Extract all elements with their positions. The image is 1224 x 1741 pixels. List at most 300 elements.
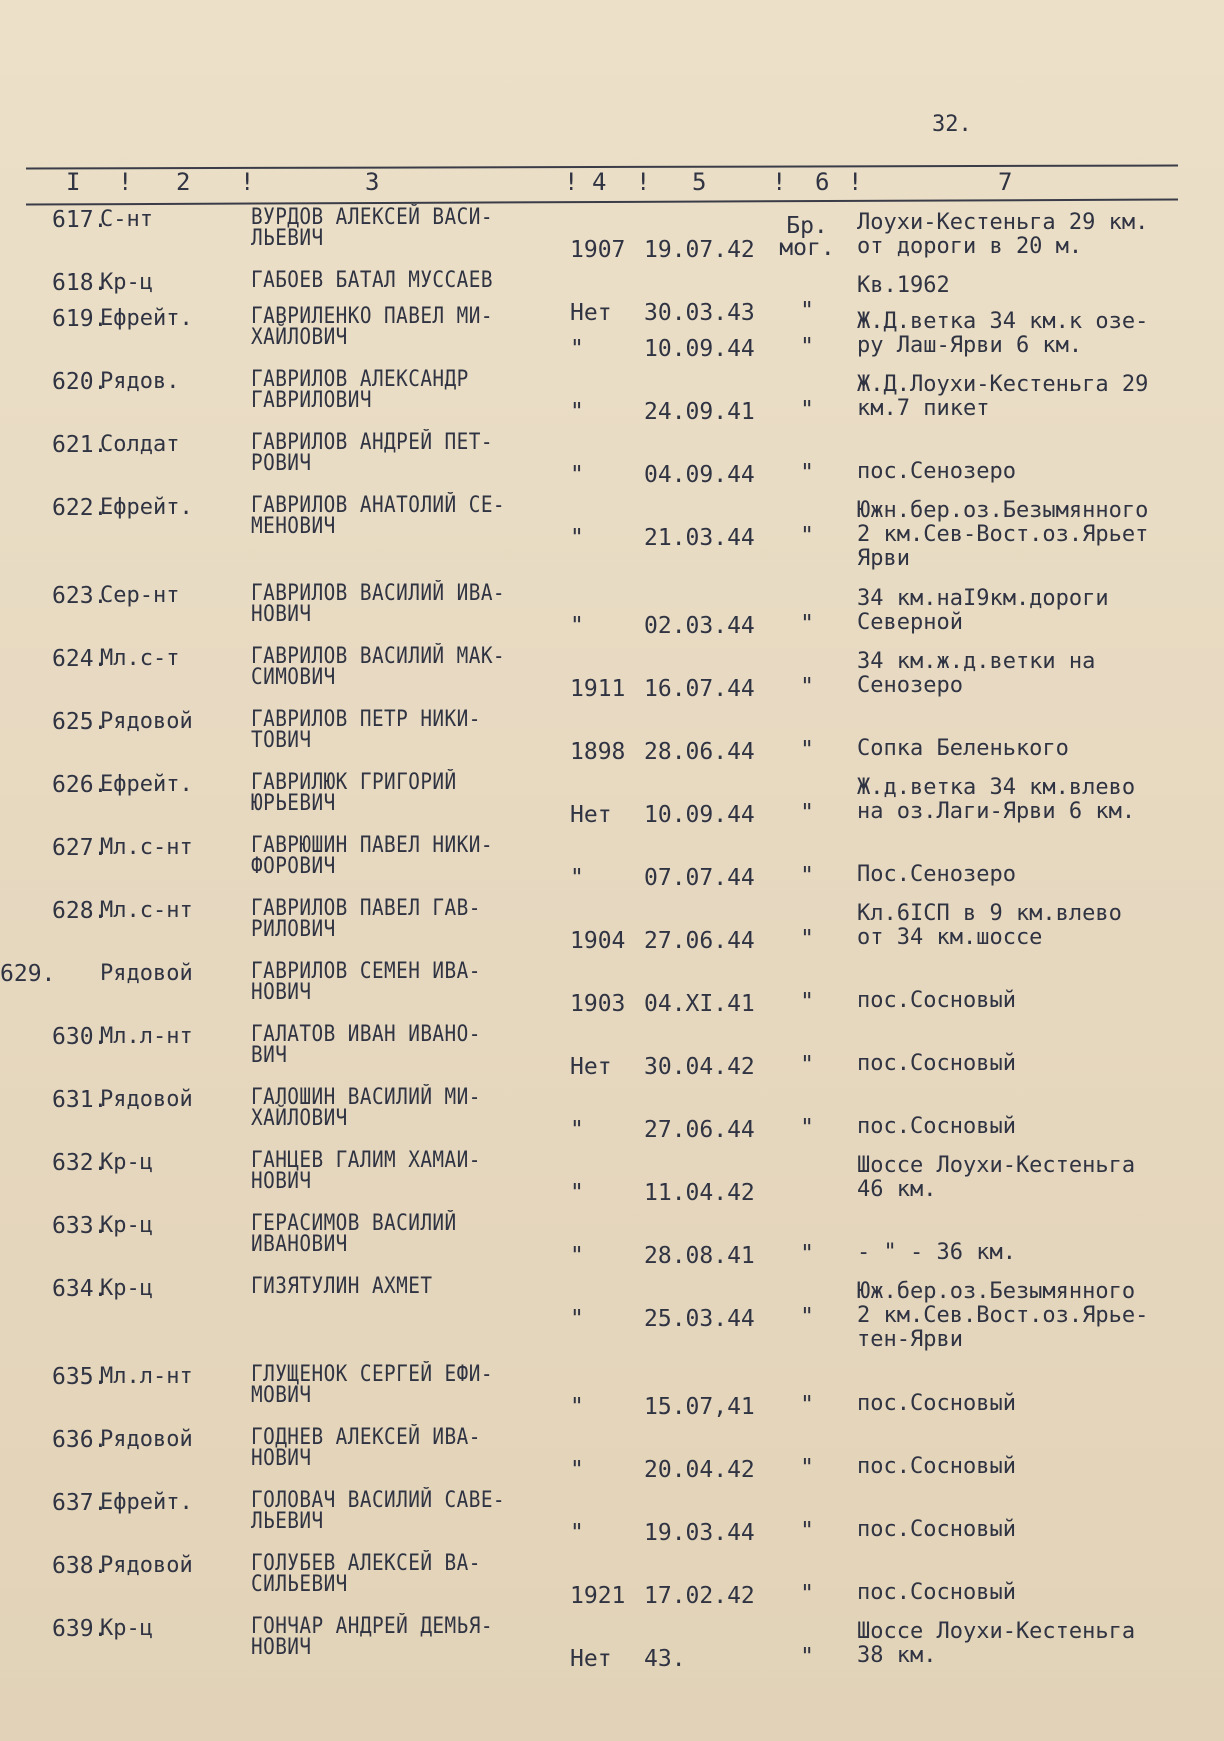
column-header-1: I	[66, 168, 81, 196]
table-row	[0, 1553, 1224, 1615]
column-header-6: 6	[815, 168, 830, 196]
table-row	[0, 709, 1224, 771]
soldier-name	[251, 898, 481, 940]
burial-type	[778, 525, 836, 547]
soldier-name	[251, 646, 505, 688]
soldier-name-line-1: ГАВРИЛОВ ВАСИЛИЙ МАК-	[251, 644, 506, 669]
burial-location-line-2: Пос.Сенозеро	[857, 862, 1016, 887]
soldier-name-line-1: ГОНЧАР АНДРЕЙ ДЕМЬЯ-	[251, 1614, 493, 1639]
soldier-name-line-2: ЛЬЕВИЧ	[251, 226, 324, 251]
birth-year: "	[570, 525, 584, 551]
soldier-name-line-2: ЛЬЕВИЧ	[251, 1509, 324, 1534]
burial-location	[857, 1494, 1016, 1542]
death-date: 27.06.44	[644, 1117, 755, 1143]
soldier-name-line-1: ГАВРИЛОВ АНАТОЛИЙ СЕ-	[251, 493, 506, 518]
record-number: 617.	[52, 207, 108, 233]
burial-location	[857, 274, 950, 298]
burial-location	[857, 436, 1016, 484]
record-number: 628.	[52, 898, 108, 924]
burial-type-line-1: "	[800, 1581, 814, 1607]
burial-location-line-1: Лоухи-Кестеньга 29 км.	[857, 210, 1149, 235]
birth-year: 1903	[570, 991, 626, 1017]
record-number: 627.	[52, 835, 108, 861]
soldier-name-line-1: ГАЛОШИН ВАСИЛИЙ МИ-	[251, 1085, 481, 1110]
burial-type-line-1: "	[800, 674, 814, 700]
burial-location	[857, 310, 1148, 358]
burial-location-line-2: Сенозеро	[857, 673, 963, 698]
soldier-name-line-1: ГАНЦЕВ ГАЛИМ ХАМАИ-	[251, 1148, 481, 1173]
burial-type-line-1: "	[800, 523, 814, 549]
military-rank: Мл.л-нт	[100, 1364, 193, 1389]
soldier-name	[251, 369, 469, 411]
soldier-name-line-2: ТОВИЧ	[251, 728, 312, 753]
birth-year: Нет	[570, 802, 612, 828]
birth-year: "	[570, 399, 584, 425]
record-number: 619.	[52, 306, 108, 332]
burial-location-line-1	[857, 1368, 1016, 1392]
burial-location-line-1: Шоссе Лоухи-Кестеньга	[857, 1619, 1136, 1644]
soldier-name	[251, 1490, 505, 1532]
column-separator: !	[240, 168, 255, 196]
burial-location-line-1: Кв.1962	[857, 273, 950, 298]
burial-location	[857, 1091, 1016, 1139]
burial-type-line-1: "	[800, 863, 814, 889]
military-rank: Солдат	[100, 432, 180, 457]
burial-type	[778, 1306, 836, 1328]
burial-location	[857, 1154, 1135, 1202]
burial-location	[857, 373, 1148, 421]
column-separator: !	[118, 168, 133, 196]
burial-location	[857, 1557, 1016, 1605]
column-header-2: 2	[176, 168, 191, 196]
death-date: 19.07.42	[644, 237, 755, 263]
burial-location	[857, 1620, 1135, 1668]
military-rank: Ефрейт.	[100, 772, 193, 797]
burial-type	[778, 1117, 836, 1139]
burial-location-line-1	[857, 713, 1069, 737]
burial-type	[778, 1243, 836, 1265]
death-date: 27.06.44	[644, 928, 755, 954]
soldier-name-line-2: МОВИЧ	[251, 1383, 312, 1408]
soldier-name-line-1: ГЛУЩЕНОК СЕРГЕЙ ЕФИ-	[251, 1362, 493, 1387]
burial-location-line-1: Южн.бер.оз.Безымянного	[857, 498, 1149, 523]
burial-type	[778, 1520, 836, 1542]
burial-location	[857, 499, 1148, 571]
record-number: 629.	[0, 961, 56, 987]
burial-location-line-1: Шоссе Лоухи-Кестеньга	[857, 1153, 1136, 1178]
birth-year: "	[570, 336, 584, 362]
table-row	[0, 432, 1224, 494]
burial-type	[778, 928, 836, 950]
burial-type	[778, 1583, 836, 1605]
column-header-7: 7	[998, 168, 1013, 196]
soldier-name-line-1: ГОДНЕВ АЛЕКСЕЙ ИВА-	[251, 1425, 481, 1450]
burial-type-line-1: "	[800, 1392, 814, 1418]
soldier-name-line-2: СИМОВИЧ	[251, 665, 336, 690]
soldier-name-line-2: ВИЧ	[251, 1043, 288, 1068]
burial-location-line-1: 34 км.наI9км.дороги	[857, 586, 1109, 611]
military-rank: Сер-нт	[100, 583, 180, 608]
column-separator: !	[636, 168, 651, 196]
burial-type	[778, 1457, 836, 1479]
column-separator: !	[564, 168, 579, 196]
burial-location-line-1	[857, 1217, 1016, 1241]
record-number: 639.	[52, 1616, 108, 1642]
soldier-name-line-1: ГАЛАТОВ ИВАН ИВАНО-	[251, 1022, 481, 1047]
birth-year: 1898	[570, 739, 626, 765]
birth-year: "	[570, 1117, 584, 1143]
burial-location-line-2: 2 км.Сев.Вост.оз.Ярье-	[857, 1303, 1149, 1328]
soldier-name-line-2: РОВИЧ	[251, 451, 312, 476]
table-row	[0, 1274, 1224, 1352]
death-date: 16.07.44	[644, 676, 755, 702]
column-header-3: 3	[365, 168, 380, 196]
birth-year: "	[570, 1457, 584, 1483]
record-number: 625.	[52, 709, 108, 735]
soldier-name	[251, 709, 481, 751]
burial-type-line-1: "	[800, 1455, 814, 1481]
table-row	[0, 1364, 1224, 1426]
birth-year: "	[570, 1180, 584, 1206]
soldier-name-line-1: ГАВРИЛОВ СЕМЕН ИВА-	[251, 959, 481, 984]
soldier-name	[251, 1024, 481, 1066]
military-rank: Мл.с-нт	[100, 835, 193, 860]
burial-type	[778, 991, 836, 1013]
death-date: 10.09.44	[644, 802, 755, 828]
military-rank: Кр-ц	[100, 1213, 153, 1238]
military-rank: Рядовой	[100, 1553, 193, 1578]
soldier-name-line-2: СИЛЬЕВИЧ	[251, 1572, 348, 1597]
burial-type-line-1: "	[800, 1304, 814, 1330]
burial-location-line-2: пос.Сосновый	[857, 1454, 1016, 1479]
soldier-name	[251, 1364, 493, 1406]
burial-location	[857, 1431, 1016, 1479]
death-date: 25.03.44	[644, 1306, 755, 1332]
soldier-name-line-1: ГАВРИЛОВ ВАСИЛИЙ ИВА-	[251, 581, 506, 606]
soldier-name-line-2: НОВИЧ	[251, 980, 312, 1005]
burial-location-line-1	[857, 1431, 1016, 1455]
soldier-name-line-2: РИЛОВИЧ	[251, 917, 336, 942]
death-date: 15.07,41	[644, 1394, 755, 1420]
soldier-name-line-2: ХАЙЛОВИЧ	[251, 1106, 348, 1131]
column-header-5: 5	[692, 168, 707, 196]
soldier-name	[251, 1553, 481, 1595]
record-number: 620.	[52, 369, 108, 395]
military-rank: Ефрейт.	[100, 1490, 193, 1515]
table-row	[0, 1213, 1224, 1275]
soldier-name-line-2: ЮРЬЕВИЧ	[251, 791, 336, 816]
military-rank: Ефрейт.	[100, 495, 193, 520]
burial-location	[857, 211, 1148, 259]
burial-location	[857, 713, 1069, 761]
soldier-name	[251, 270, 493, 291]
soldier-name-line-2: ХАЙЛОВИЧ	[251, 325, 348, 350]
column-separator: !	[772, 168, 787, 196]
burial-location-line-1	[857, 1557, 1016, 1581]
burial-location-line-2: от дороги в 20 м.	[857, 234, 1083, 259]
soldier-name-line-1: ГОЛУБЕВ АЛЕКСЕЙ ВА-	[251, 1551, 481, 1576]
soldier-name	[251, 1213, 457, 1255]
birth-year: "	[570, 865, 584, 891]
record-number: 637.	[52, 1490, 108, 1516]
death-date: 04.09.44	[644, 462, 755, 488]
burial-location-line-2: км.7 пикет	[857, 396, 990, 421]
record-number: 633.	[52, 1213, 108, 1239]
birth-year: Нет	[570, 300, 612, 326]
soldier-name	[251, 1427, 481, 1469]
soldier-name-line-1: ГАВРИЛЕНКО ПАВЕЛ МИ-	[251, 304, 493, 329]
burial-location-line-2: пос.Сосновый	[857, 988, 1016, 1013]
table-row	[0, 646, 1224, 708]
table-row	[0, 1024, 1224, 1086]
burial-type-line-1: Бр.	[786, 213, 828, 239]
military-rank: С-нт	[100, 207, 153, 232]
military-rank: Рядов.	[100, 369, 180, 394]
burial-location-line-1	[857, 436, 1016, 460]
burial-type	[778, 1054, 836, 1076]
burial-location-line-1	[857, 839, 1016, 863]
burial-type-line-1: "	[800, 1518, 814, 1544]
burial-location	[857, 1217, 1016, 1265]
burial-type	[778, 1646, 836, 1668]
soldier-name-line-1: ГАВРИЛЮК ГРИГОРИЙ	[251, 770, 457, 795]
table-row	[0, 1427, 1224, 1489]
military-rank: Рядовой	[100, 961, 193, 986]
burial-location-line-2: пос.Сосновый	[857, 1051, 1016, 1076]
header-bottom-rule	[26, 198, 1178, 205]
birth-year: 1907	[570, 237, 626, 263]
burial-location	[857, 587, 1109, 635]
death-date: 43.	[644, 1646, 686, 1672]
birth-year: 1911	[570, 676, 626, 702]
soldier-name-line-1: ГАВРИЛОВ АЛЕКСАНДР	[251, 367, 469, 392]
military-rank: Кр-ц	[100, 270, 153, 295]
soldier-name	[251, 207, 493, 249]
soldier-name-line-2: НОВИЧ	[251, 1635, 312, 1660]
death-date: 07.07.44	[644, 865, 755, 891]
burial-type-line-1: "	[800, 334, 814, 360]
soldier-name-line-2: ИВАНОВИЧ	[251, 1232, 348, 1257]
soldier-name	[251, 772, 457, 814]
burial-location-line-1: Кл.6IСП в 9 км.влево	[857, 901, 1122, 926]
burial-type	[778, 462, 836, 484]
table-row	[0, 1150, 1224, 1212]
soldier-name	[251, 495, 505, 537]
burial-location-line-2: пос.Сенозеро	[857, 459, 1016, 484]
soldier-name-line-1: ГАВРЮШИН ПАВЕЛ НИКИ-	[251, 833, 493, 858]
death-date: 30.03.43	[644, 300, 755, 326]
death-date: 17.02.42	[644, 1583, 755, 1609]
burial-type-line-1: "	[800, 926, 814, 952]
table-row	[0, 207, 1224, 269]
burial-location-line-2: на оз.Лаги-Ярви 6 км.	[857, 799, 1136, 824]
burial-location-line-2: 46 км.	[857, 1177, 937, 1202]
soldier-name	[251, 306, 493, 348]
death-date: 04.XI.41	[644, 991, 755, 1017]
burial-location-line-1: Ж.Д.ветка 34 км.к озе-	[857, 309, 1149, 334]
birth-year: "	[570, 1394, 584, 1420]
table-row	[0, 1616, 1224, 1678]
soldier-name-line-2: НОВИЧ	[251, 1446, 312, 1471]
table-row	[0, 493, 1224, 571]
burial-location-line-1	[857, 965, 1016, 989]
burial-location-line-2: ру Лаш-Ярви 6 км.	[857, 333, 1083, 358]
soldier-name	[251, 835, 493, 877]
soldier-name	[251, 1150, 481, 1192]
soldier-name	[251, 961, 481, 1003]
table-row	[0, 835, 1224, 897]
burial-location-line-2: пос.Сосновый	[857, 1580, 1016, 1605]
soldier-name-line-1: ГАВРИЛОВ ПАВЕЛ ГАВ-	[251, 896, 481, 921]
table-row	[0, 369, 1224, 431]
burial-type-line-1: "	[800, 460, 814, 486]
burial-type-line-1: "	[800, 1241, 814, 1267]
burial-location-line-2: Сопка Беленького	[857, 736, 1069, 761]
birth-year: 1921	[570, 1583, 626, 1609]
military-rank: Рядовой	[100, 709, 193, 734]
record-number: 635.	[52, 1364, 108, 1390]
soldier-name-line-1: ГАВРИЛОВ ПЕТР НИКИ-	[251, 707, 481, 732]
table-row	[0, 1087, 1224, 1149]
burial-type-line-1: "	[800, 1644, 814, 1670]
soldier-name-line-2: МЕНОВИЧ	[251, 514, 336, 539]
burial-type	[778, 399, 836, 421]
military-rank: Ефрейт.	[100, 306, 193, 331]
birth-year: "	[570, 1243, 584, 1269]
birth-year: "	[570, 1520, 584, 1546]
burial-type-line-1: "	[800, 989, 814, 1015]
burial-location	[857, 1280, 1148, 1352]
table-row	[0, 306, 1224, 368]
burial-type-line-1: "	[800, 1052, 814, 1078]
soldier-name-line-1: ВУРДОВ АЛЕКСЕЙ ВАСИ-	[251, 205, 493, 230]
death-date: 28.08.41	[644, 1243, 755, 1269]
burial-type	[778, 613, 836, 635]
military-rank: Мл.л-нт	[100, 1024, 193, 1049]
death-date: 19.03.44	[644, 1520, 755, 1546]
death-date: 02.03.44	[644, 613, 755, 639]
death-date: 28.06.44	[644, 739, 755, 765]
military-rank: Кр-ц	[100, 1276, 153, 1301]
table-row	[0, 898, 1224, 960]
burial-type-line-1: "	[800, 800, 814, 826]
death-date: 21.03.44	[644, 525, 755, 551]
burial-type	[778, 865, 836, 887]
soldier-name-line-2: ФОРОВИЧ	[251, 854, 336, 879]
column-separator: !	[848, 168, 863, 196]
burial-location-line-2: 2 км.Сев-Вост.оз.Ярьет	[857, 522, 1149, 547]
record-number: 621.	[52, 432, 108, 458]
burial-location-line-2: пос.Сосновый	[857, 1391, 1016, 1416]
soldier-name-line-2: НОВИЧ	[251, 1169, 312, 1194]
burial-location	[857, 965, 1016, 1013]
burial-location-line-2: от 34 км.шоссе	[857, 925, 1043, 950]
birth-year: Нет	[570, 1054, 612, 1080]
death-date: 10.09.44	[644, 336, 755, 362]
column-header-4: 4	[592, 168, 607, 196]
burial-location-line-1: Юж.бер.оз.Безымянного	[857, 1279, 1136, 1304]
burial-location-line-1	[857, 1028, 1016, 1052]
burial-type	[778, 739, 836, 761]
record-number: 630.	[52, 1024, 108, 1050]
record-number: 631.	[52, 1087, 108, 1113]
birth-year: "	[570, 613, 584, 639]
burial-location-line-1	[857, 1494, 1016, 1518]
soldier-name-line-1: ГАБОЕВ БАТАЛ МУССАЕВ	[251, 268, 493, 293]
soldier-name	[251, 432, 493, 474]
burial-type	[778, 676, 836, 698]
soldier-name-line-1: ГАВРИЛОВ АНДРЕЙ ПЕТ-	[251, 430, 493, 455]
burial-location	[857, 776, 1135, 824]
military-rank: Мл.с-т	[100, 646, 180, 671]
record-number: 623.	[52, 583, 108, 609]
burial-type	[778, 802, 836, 824]
burial-type	[778, 336, 836, 358]
burial-type-line-1: "	[800, 397, 814, 423]
birth-year: "	[570, 462, 584, 488]
burial-location-line-2: 38 км.	[857, 1643, 937, 1668]
burial-location-line-1	[857, 1091, 1016, 1115]
burial-type	[778, 215, 836, 259]
military-rank: Кр-ц	[100, 1616, 153, 1641]
burial-type-line-1: "	[800, 298, 814, 324]
soldier-name-line-1: ГОЛОВАЧ ВАСИЛИЙ САВЕ-	[251, 1488, 506, 1513]
burial-location	[857, 1028, 1016, 1076]
table-row	[0, 961, 1224, 1023]
burial-type-line-1: "	[800, 1115, 814, 1141]
death-date: 24.09.41	[644, 399, 755, 425]
soldier-name	[251, 1616, 493, 1658]
military-rank: Кр-ц	[100, 1150, 153, 1175]
burial-type-line-1: "	[800, 737, 814, 763]
record-number: 624.	[52, 646, 108, 672]
record-number: 632.	[52, 1150, 108, 1176]
burial-type	[778, 1394, 836, 1416]
burial-type-line-2: мог.	[779, 235, 835, 261]
burial-location-line-2: Северной	[857, 610, 963, 635]
soldier-name-line-2: ГАВРИЛОВИЧ	[251, 388, 372, 413]
soldier-name-line-1: ГИЗЯТУЛИН АХМЕТ	[251, 1274, 433, 1299]
burial-location-line-3: тен-Ярви	[857, 1327, 963, 1352]
page-number: 32.	[932, 112, 972, 137]
burial-type-line-1: "	[800, 611, 814, 637]
record-number: 634.	[52, 1276, 108, 1302]
record-number: 636.	[52, 1427, 108, 1453]
burial-location	[857, 839, 1016, 887]
table-row	[0, 1490, 1224, 1552]
burial-location-line-2: - " - 36 км.	[857, 1240, 1016, 1265]
military-rank: Рядовой	[100, 1427, 193, 1452]
death-date: 20.04.42	[644, 1457, 755, 1483]
record-number: 638.	[52, 1553, 108, 1579]
soldier-name	[251, 583, 505, 625]
military-rank: Рядовой	[100, 1087, 193, 1112]
soldier-name-line-2: НОВИЧ	[251, 602, 312, 627]
soldier-name	[251, 1276, 432, 1297]
birth-year: 1904	[570, 928, 626, 954]
record-number: 622.	[52, 495, 108, 521]
military-rank: Мл.с-нт	[100, 898, 193, 923]
record-number: 626.	[52, 772, 108, 798]
burial-location	[857, 1368, 1016, 1416]
soldier-name	[251, 1087, 481, 1129]
record-number: 618.	[52, 270, 108, 296]
birth-year: "	[570, 1306, 584, 1332]
burial-location-line-2: пос.Сосновый	[857, 1114, 1016, 1139]
burial-location-line-1: Ж.Д.Лоухи-Кестеньга 29	[857, 372, 1149, 397]
burial-location	[857, 650, 1095, 698]
burial-location-line-3: Ярви	[857, 546, 910, 571]
